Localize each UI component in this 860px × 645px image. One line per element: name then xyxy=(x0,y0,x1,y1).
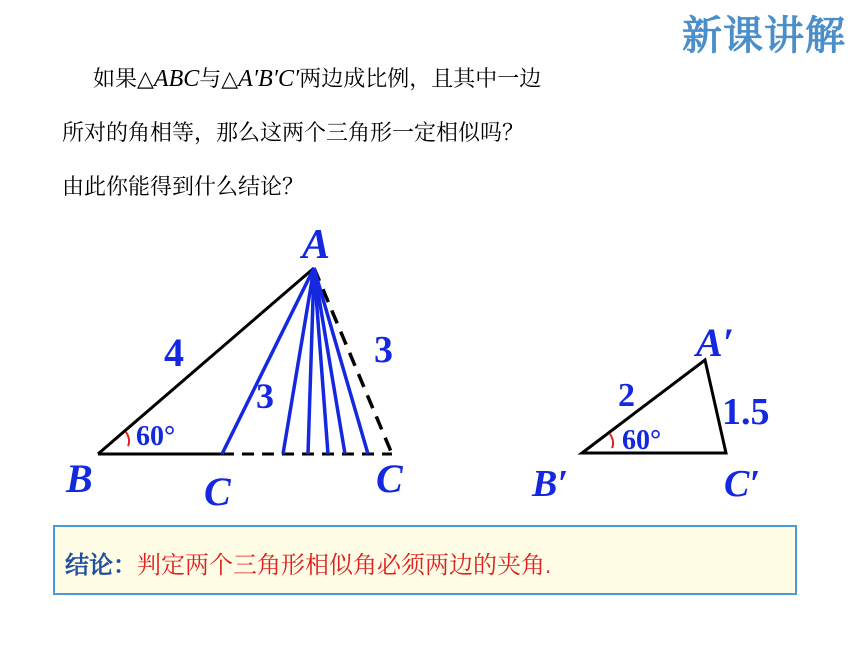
header-title: 新课讲解 xyxy=(682,13,846,59)
side-ab-length: 4 xyxy=(164,330,184,375)
side-ac1-length: 3 xyxy=(256,376,274,416)
triangle-abc-prime-name: A′B′C′ xyxy=(238,66,300,92)
side-ab-prime-length: 2 xyxy=(618,377,635,414)
conclusion-period: . xyxy=(545,554,552,578)
vertex-b-label: B xyxy=(66,456,93,501)
conclusion-label: 结论： xyxy=(65,551,137,579)
rotating-segments xyxy=(222,268,368,454)
vertex-c2-label: C xyxy=(376,456,403,501)
right-triangle xyxy=(531,320,770,505)
vertex-a-prime-label: A′ xyxy=(696,320,734,365)
left-triangle xyxy=(65,222,404,514)
question-line1-pre: 如果△ xyxy=(93,67,154,92)
triangle-abc-name: ABC xyxy=(153,66,200,92)
question-line1-post: 两边成比例，且其中一边 xyxy=(299,67,542,92)
angle-b-prime-arc xyxy=(610,434,613,448)
angle-b-prime-label: 60° xyxy=(622,425,662,456)
angle-b-label: 60° xyxy=(136,421,176,452)
angle-b-arc xyxy=(126,432,129,446)
conclusion-box xyxy=(53,525,797,595)
question-line-2: 所对的角相等，那么这两个三角形一定相似吗？ xyxy=(62,121,525,146)
side-ab xyxy=(98,268,314,454)
conclusion-line xyxy=(65,545,551,580)
vertex-c-prime-label: C′ xyxy=(724,463,761,505)
conclusion-text: 判定两个三角形相似角必须两边的夹角 xyxy=(137,551,545,579)
vertex-b-prime-label: B′ xyxy=(532,463,569,505)
side-ac2-length: 3 xyxy=(374,329,393,371)
vertex-c1-label: C xyxy=(204,469,231,514)
side-ac-prime-length: 1.5 xyxy=(722,391,770,433)
vertex-a-label: A xyxy=(302,222,331,268)
question-line-3: 由此你能得到什么结论？ xyxy=(62,175,305,200)
question-line1-mid: 与△ xyxy=(199,67,239,92)
